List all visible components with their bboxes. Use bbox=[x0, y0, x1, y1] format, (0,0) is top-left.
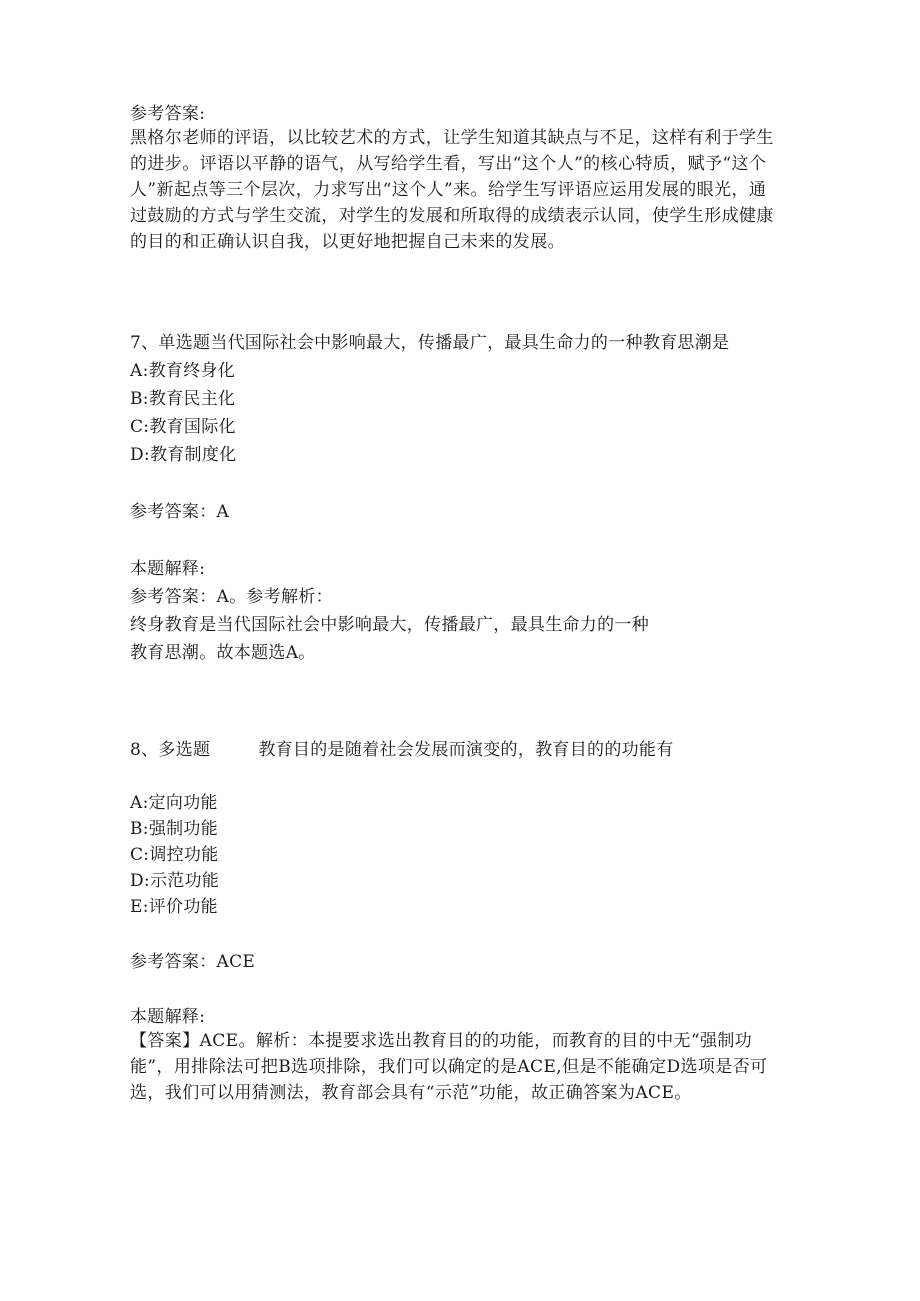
question-8-option-c: C:调控功能 bbox=[130, 845, 219, 865]
question-7-title: 7、单选题当代国际社会中影响最大，传播最广，最具生命力的一种教育思潮是 bbox=[130, 333, 730, 353]
question-8-title bbox=[130, 738, 674, 762]
question-8-explain-text: 【答案】ACE。解析：本提要求选出教育目的的功能，而教育的目的中无“强制功能”，用排除法可把B选项排除，我们可以确定的是ACE,但是不能确定D选项是否可选，我们可以用猜测法，教育部会具有“示范”功能，故正确答案为ACE。 bbox=[130, 1031, 768, 1103]
question-8-option-e: E:评价功能 bbox=[130, 897, 218, 917]
question-7-option-c: C:教育国际化 bbox=[130, 417, 236, 437]
question-8-option-a: A:定向功能 bbox=[130, 793, 218, 813]
question-7-option-b: B:教育民主化 bbox=[130, 389, 236, 409]
question-7-explain-line: 终身教育是当代国际社会中影响最大，传播最广，最具生命力的一种 bbox=[130, 615, 649, 635]
question-7-explain-line: 参考答案：A。参考解析： bbox=[130, 587, 333, 607]
question-8-stem: 教育目的是随着社会发展而演变的，教育目的的功能有 bbox=[258, 740, 674, 760]
question-8-option-d: D:示范功能 bbox=[130, 871, 220, 891]
question-8-answer: 参考答案：ACE bbox=[130, 952, 256, 972]
question-8-number: 8、多选题 bbox=[130, 740, 211, 760]
question-8-option-b: B:强制功能 bbox=[130, 819, 219, 839]
question-7-explain-label: 本题解释: bbox=[130, 559, 206, 579]
question-7-answer: 参考答案：A bbox=[130, 502, 230, 522]
question-7-option-a: A:教育终身化 bbox=[130, 361, 236, 381]
question-7-explain-line: 教育思潮。故本题选A。 bbox=[130, 643, 316, 663]
answer-text: 黑格尔老师的评语，以比较艺术的方式，让学生知道其缺点与不足，这样有利于学生的进步。评语以平静的语气，从写给学生看，写出“这个人”的核心特质，赋予“这个人”新起点等三个层次，力求写出“这个人”来。给学生写评语应运用发展的眼光，通过鼓励的方式与学生交流，对学生的发展和所取得的成绩表示认同，使学生形成健康的目的和正确认识自我，以更好地把握自己未来的发展。 bbox=[130, 128, 774, 252]
answer-label: 参考答案: bbox=[130, 104, 206, 124]
question-7-option-d: D:教育制度化 bbox=[130, 445, 237, 465]
question-8-explain-label: 本题解释: bbox=[130, 1007, 206, 1027]
